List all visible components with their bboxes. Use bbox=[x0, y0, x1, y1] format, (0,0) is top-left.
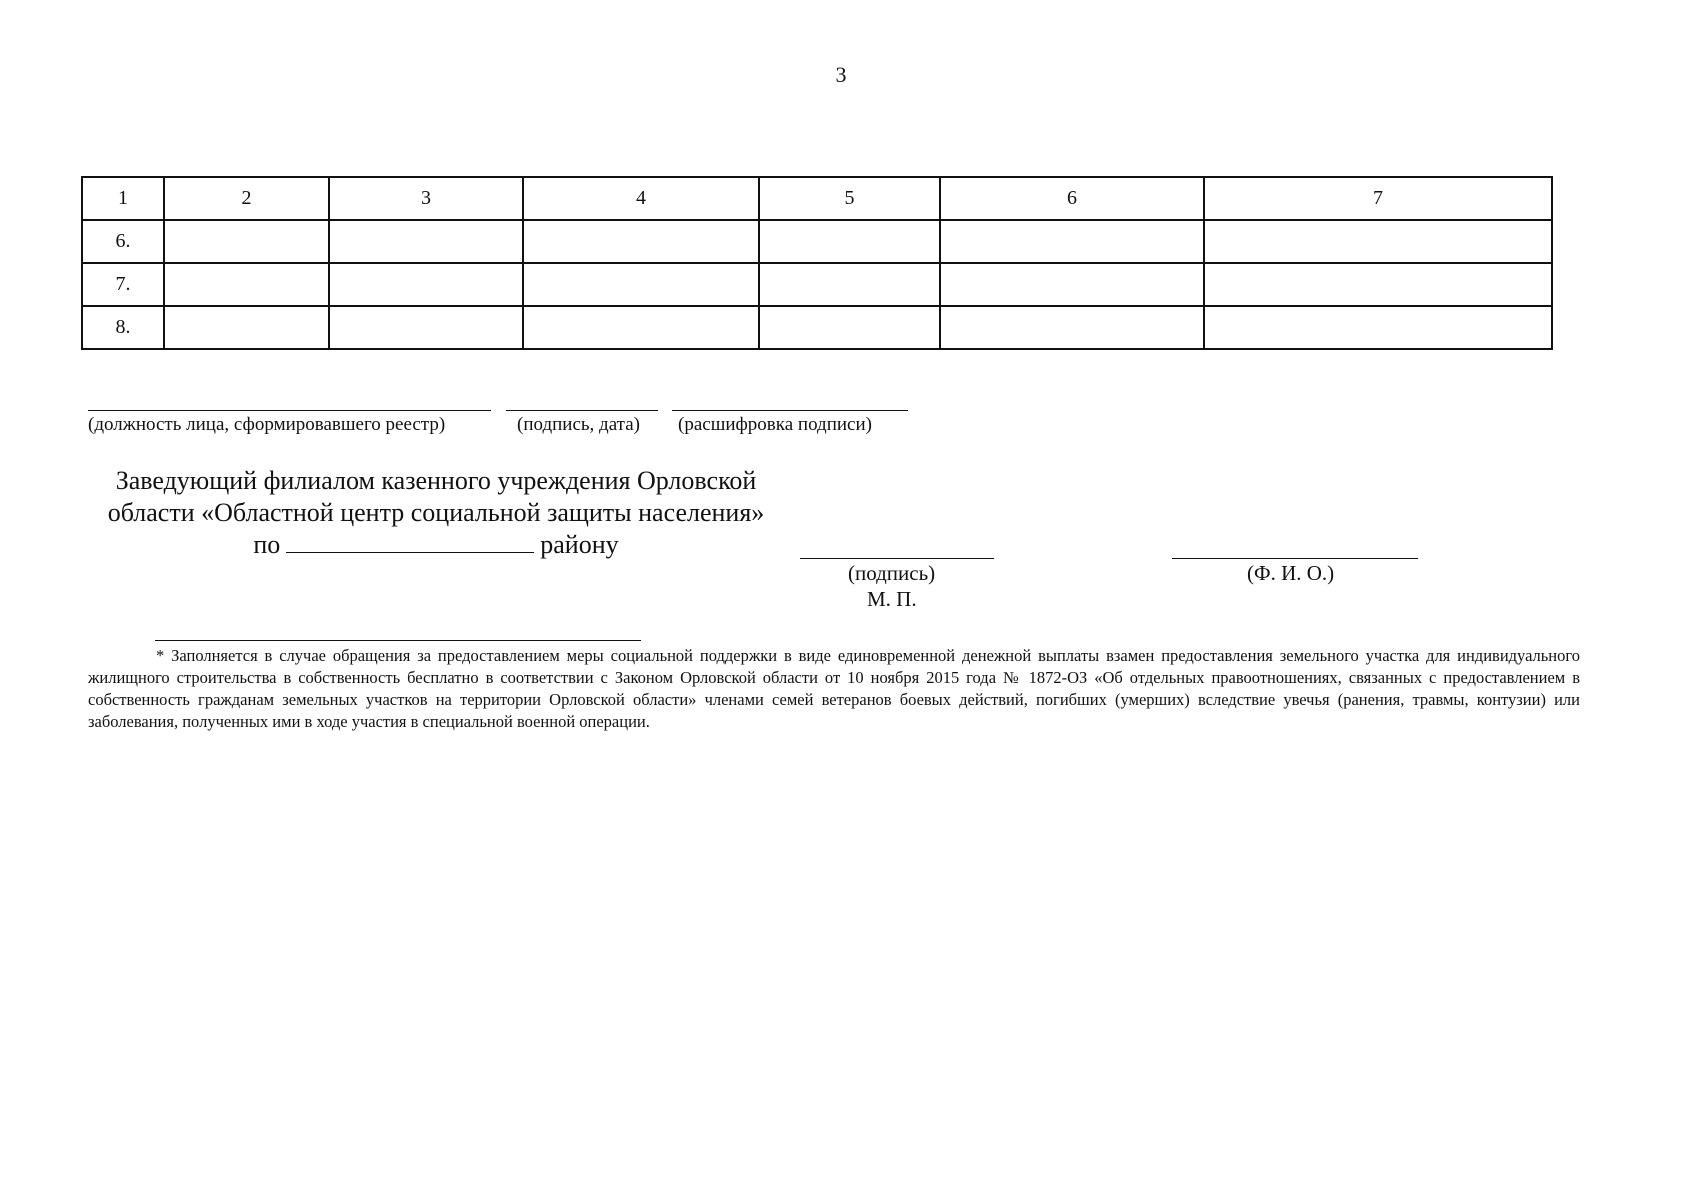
district-prefix: по bbox=[253, 530, 281, 559]
column-number-cell: 3 bbox=[329, 177, 523, 220]
column-number-cell: 5 bbox=[759, 177, 940, 220]
fio-caption: (Ф. И. О.) bbox=[1247, 561, 1335, 585]
row-number-cell: 7. bbox=[82, 263, 164, 306]
district-suffix: району bbox=[540, 530, 619, 559]
table-cell bbox=[759, 306, 940, 349]
head-signature-line bbox=[800, 558, 994, 559]
decoding-caption: (расшифровка подписи) bbox=[678, 414, 872, 435]
column-number-cell: 2 bbox=[164, 177, 329, 220]
table-cell bbox=[759, 263, 940, 306]
head-signature-caption: (подпись) bbox=[848, 561, 936, 585]
table-cell bbox=[523, 263, 759, 306]
position-caption: (должность лица, сформировавшего реестр) bbox=[88, 414, 446, 435]
table-cell bbox=[329, 306, 523, 349]
table-cell bbox=[1204, 220, 1552, 263]
table-cell bbox=[940, 263, 1204, 306]
head-title-line-2: области «Областной центр социальной защиты населения» bbox=[107, 498, 765, 527]
table-row bbox=[82, 263, 1552, 306]
table-cell bbox=[1204, 306, 1552, 349]
table-header-row bbox=[82, 177, 1552, 220]
column-number-cell: 4 bbox=[523, 177, 759, 220]
sign-date-caption: (подпись, дата) bbox=[517, 414, 640, 435]
row-number-cell: 6. bbox=[82, 220, 164, 263]
table-row bbox=[82, 220, 1552, 263]
head-of-branch-title bbox=[86, 465, 786, 561]
sign-date-signature-line bbox=[506, 410, 658, 411]
decoding-signature-line bbox=[672, 410, 908, 411]
page-number: 3 bbox=[835, 62, 847, 87]
table-cell bbox=[940, 220, 1204, 263]
table-cell bbox=[329, 220, 523, 263]
table-cell bbox=[164, 220, 329, 263]
stamp-caption: М. П. bbox=[867, 587, 917, 611]
position-signature-line bbox=[88, 410, 491, 411]
table-cell bbox=[1204, 263, 1552, 306]
table-cell bbox=[523, 220, 759, 263]
footnote-separator bbox=[155, 640, 641, 641]
head-title-line-1: Заведующий филиалом казенного учреждения Орловской bbox=[115, 466, 757, 495]
district-line bbox=[86, 529, 786, 561]
column-number-cell: 6 bbox=[940, 177, 1204, 220]
column-number-cell: 7 bbox=[1204, 177, 1552, 220]
register-table bbox=[81, 176, 1553, 350]
footnote-text: * Заполняется в случае обращения за предоставлением меры социальной поддержки в виде единовременной денежной выплаты взамен предоставления земельного участка для индивидуального жилищного строительства в собственность бесплатно в соответствии с Законом Орловской области от 10 ноября 2015 года № 1872-ОЗ «Об отдельных правоотношениях, связанных с предоставлением в собственность гражданам земельных участков на территории Орловской области» членами семей ветеранов боевых действий, погибших (умерших) вследствие увечья (ранения, травмы, контузии) или заболевания, полученных ими в ходе участия в специальной военной операции. bbox=[88, 646, 1580, 731]
table-cell bbox=[164, 263, 329, 306]
column-number-cell: 1 bbox=[82, 177, 164, 220]
table-cell bbox=[329, 263, 523, 306]
row-number-cell: 8. bbox=[82, 306, 164, 349]
table-cell bbox=[940, 306, 1204, 349]
table-cell bbox=[164, 306, 329, 349]
district-blank bbox=[286, 530, 534, 553]
table-row bbox=[82, 306, 1552, 349]
table-cell bbox=[759, 220, 940, 263]
table-cell bbox=[523, 306, 759, 349]
head-fio-line bbox=[1172, 558, 1418, 559]
